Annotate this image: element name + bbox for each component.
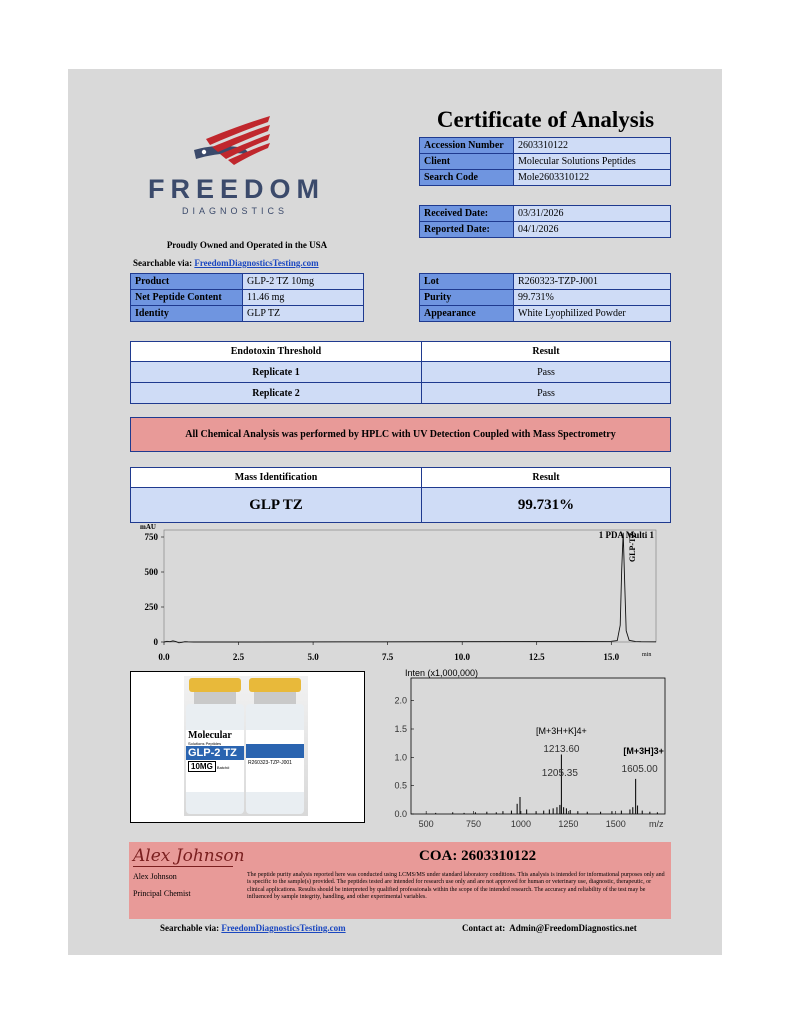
peak-annotation: [M+3H+K]4+ <box>536 726 587 736</box>
y-tick-label: 500 <box>144 567 158 577</box>
x-tick-label: 12.5 <box>528 652 545 662</box>
purity-value: 99.731% <box>514 290 671 306</box>
vial-label-stripe <box>246 744 304 758</box>
accession-value: 2603310122 <box>514 138 671 154</box>
x-tick-label: 10.0 <box>454 652 471 662</box>
y-tick-label: 750 <box>144 532 158 542</box>
accession-label: Accession Number <box>420 138 514 154</box>
replicate-2-result: Pass <box>422 383 671 404</box>
signer-role: Principal Chemist <box>133 889 191 898</box>
footer-searchable-line <box>160 923 346 933</box>
y-tick-label: 0.0 <box>394 809 407 819</box>
vial-batch-number: R260323-TZP-J001 <box>248 760 292 766</box>
logo-wordmark: FREEDOM <box>148 174 325 204</box>
table-row <box>131 274 364 290</box>
identity-value: GLP TZ <box>243 306 364 322</box>
x-tick-label: 1500 <box>605 819 626 829</box>
table-row <box>131 290 364 306</box>
logo-subtitle: DIAGNOSTICS <box>181 206 288 216</box>
search-code-value: Mole2603310122 <box>514 170 671 186</box>
table-row <box>131 488 671 523</box>
searchable-label: Searchable via: <box>133 258 193 268</box>
contact-line[interactable]: Contact at: Admin@FreedomDiagnostics.net <box>462 923 637 933</box>
y-tick-label: 2.0 <box>394 695 407 706</box>
x-tick-label: 1250 <box>558 819 579 829</box>
client-label: Client <box>420 154 514 170</box>
footer-searchable-label: Searchable via: <box>160 923 220 933</box>
y-tick-label: 0 <box>153 637 158 647</box>
signer-name: Alex Johnson <box>133 872 177 881</box>
x-tick-label: 7.5 <box>382 652 394 662</box>
vial-neck-right-icon <box>254 692 296 704</box>
footer-searchable-link[interactable]: FreedomDiagnosticsTesting.com <box>221 923 346 933</box>
peak-label: GLP-TZ <box>628 532 638 562</box>
peak-mz-label: 1205.35 <box>541 768 578 779</box>
lot-label: Lot <box>420 274 514 290</box>
x-tick-label: 500 <box>418 819 434 829</box>
table-row <box>420 290 671 306</box>
x-axis-label: min <box>642 652 652 658</box>
searchable-link[interactable]: FreedomDiagnosticsTesting.com <box>194 258 319 268</box>
vial-cap-right-icon <box>249 678 301 692</box>
appearance-value: White Lyophilized Powder <box>514 306 671 322</box>
x-tick-label: 1000 <box>510 819 531 829</box>
vial-batch-label: Batch# <box>216 765 230 770</box>
purity-label: Purity <box>420 290 514 306</box>
client-value: Molecular Solutions Peptides <box>514 154 671 170</box>
y-tick-label: 1.5 <box>394 724 407 734</box>
method-banner: All Chemical Analysis was performed by HPLC with UV Detection Coupled with Mass Spectrometry <box>130 417 671 452</box>
x-tick-label: 0.0 <box>158 652 170 662</box>
table-row <box>131 306 364 322</box>
table-row <box>420 206 671 222</box>
search-code-label: Search Code <box>420 170 514 186</box>
endotoxin-table <box>130 341 671 404</box>
table-row <box>420 170 671 186</box>
table-row <box>420 138 671 154</box>
mass-result-value: 99.731% <box>422 488 671 523</box>
vial-brand: Molecular <box>188 730 232 741</box>
vial-brand-sub: Solutions Peptides <box>188 741 222 746</box>
received-date-label: Received Date: <box>420 206 514 222</box>
accession-table <box>419 137 671 186</box>
appearance-label: Appearance <box>420 306 514 322</box>
y-axis-label: Inten (x1,000,000) <box>405 668 479 678</box>
table-row <box>420 274 671 290</box>
y-tick-label: 0.5 <box>394 780 407 791</box>
table-row <box>131 362 671 383</box>
table-row <box>420 222 671 238</box>
table-row <box>131 383 671 404</box>
vial-product-name: GLP-2 TZ <box>186 746 244 760</box>
reported-date-label: Reported Date: <box>420 222 514 238</box>
vial-cap-left-icon <box>189 678 241 692</box>
replicate-1-label: Replicate 1 <box>131 362 422 383</box>
chromatogram-trace <box>164 533 656 643</box>
reported-date-value: 04/1/2026 <box>514 222 671 238</box>
table-header-row <box>131 342 671 362</box>
mass-identification-table <box>130 467 671 523</box>
dates-table <box>419 205 671 238</box>
vial-label-left <box>186 730 244 792</box>
vial-neck-left-icon <box>194 692 236 704</box>
vial-label-right <box>246 730 304 792</box>
replicate-2-label: Replicate 2 <box>131 383 422 404</box>
owned-statement: Proudly Owned and Operated in the USA <box>166 240 328 250</box>
y-tick-label: 1.0 <box>394 752 407 763</box>
vial-dose-row <box>186 760 244 773</box>
mass-spectrum <box>383 666 673 836</box>
coa-number: COA: 2603310122 <box>419 848 537 864</box>
y-axis-label: mAU <box>140 523 156 531</box>
mass-identity-value: GLP TZ <box>131 488 422 523</box>
x-tick-label: 750 <box>466 819 482 829</box>
searchable-line <box>133 258 319 268</box>
x-tick-label: 2.5 <box>232 652 245 662</box>
mass-identification-header: Mass Identification <box>131 468 422 488</box>
peak-mz-label: 1605.00 <box>621 764 658 775</box>
net-peptide-label: Net Peptide Content <box>131 290 243 306</box>
table-row <box>420 154 671 170</box>
plot-frame <box>164 530 656 642</box>
detector-annotation: 1 PDA Multi 1 <box>598 530 654 540</box>
signature: Alex Johnson <box>133 846 245 866</box>
product-table <box>130 273 364 322</box>
disclaimer: The peptide purity analysis reported here was conducted using LCMS/MS under standard laboratory conditions. This analysis is intended for informational purposes only and is specific to the sample(s) provided. The peptides tested are intended for research use only and are not approved for human or veterinary use, diagnostic, therapeutic, or clinical applications. Results should be interpreted by qualified professionals within the scope of the intended research. The accuracy and reliability of the test may be influenced by sample integrity, handling, and other experimental variables. <box>247 872 665 901</box>
x-tick-label: 15.0 <box>603 652 620 662</box>
lot-value: R260323-TZP-J001 <box>514 274 671 290</box>
footer-panel <box>129 842 671 919</box>
vial-body-left <box>186 704 244 814</box>
y-tick-label: 250 <box>144 602 158 612</box>
peak-annotation: [M+3H]3+ <box>623 746 664 756</box>
product-value: GLP-2 TZ 10mg <box>243 274 364 290</box>
lot-table <box>419 273 671 322</box>
hplc-chromatogram <box>128 522 672 668</box>
replicate-1-result: Pass <box>422 362 671 383</box>
table-header-row <box>131 468 671 488</box>
mass-result-header: Result <box>422 468 671 488</box>
table-row <box>420 306 671 322</box>
page-title: Certificate of Analysis <box>436 107 655 132</box>
product-photo-frame <box>130 671 365 823</box>
vial-body-right <box>246 704 304 814</box>
identity-label: Identity <box>131 306 243 322</box>
endotoxin-result-header: Result <box>422 342 671 362</box>
eagle-logo-icon <box>190 112 280 170</box>
x-axis-label: m/z <box>649 819 664 829</box>
x-tick-label: 5.0 <box>307 652 319 662</box>
product-label: Product <box>131 274 243 290</box>
net-peptide-value: 11.46 mg <box>243 290 364 306</box>
endotoxin-header: Endotoxin Threshold <box>131 342 422 362</box>
vial-dose: 10MG <box>188 761 216 772</box>
peak-mz-label: 1213.60 <box>543 744 580 755</box>
received-date-value: 03/31/2026 <box>514 206 671 222</box>
